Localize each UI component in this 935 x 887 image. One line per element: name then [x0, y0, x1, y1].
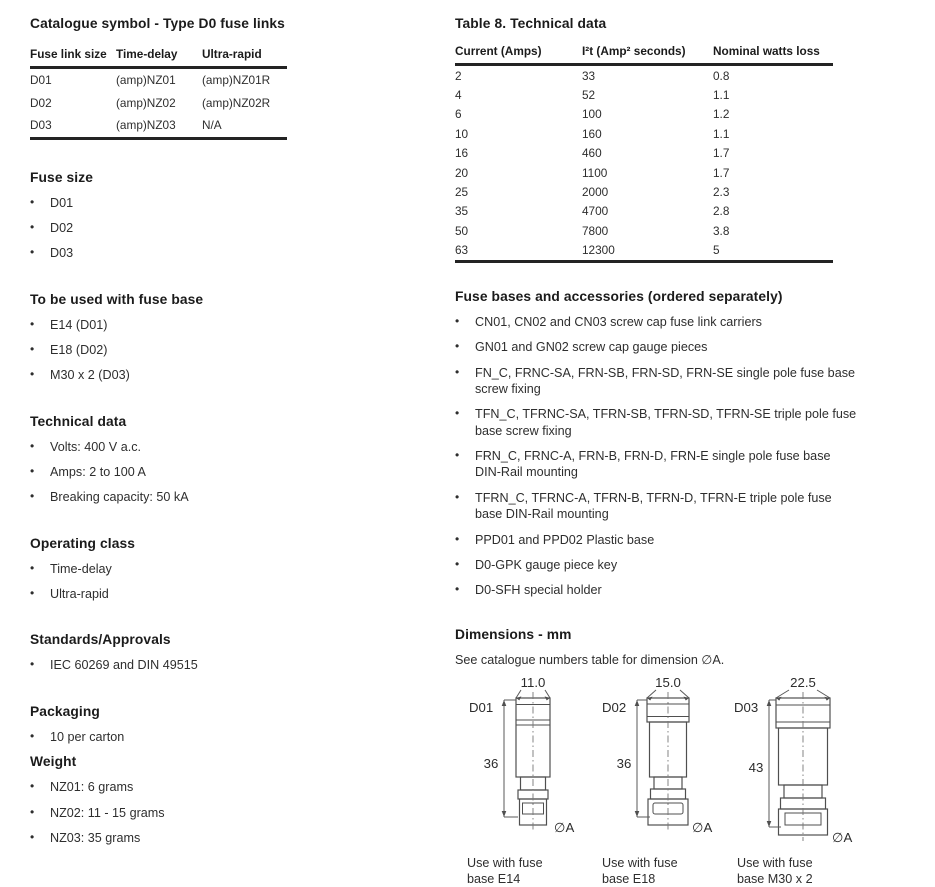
- bullet-icon: •: [455, 582, 460, 597]
- table-row: [455, 241, 833, 262]
- technical-data-table: [455, 41, 833, 263]
- table-row: [455, 163, 833, 182]
- list-item: [455, 406, 857, 439]
- bullet-icon: •: [30, 219, 35, 234]
- table-cell: D03: [30, 114, 116, 138]
- diameter-label: ∅A: [832, 829, 853, 845]
- diagram-caption: Use with fuse base E18: [602, 855, 678, 886]
- list-item-text: CN01, CN02 and CN03 screw cap fuse link carriers: [475, 314, 762, 329]
- list-item: [30, 367, 315, 383]
- table-row: [455, 124, 833, 143]
- table-header-row: [455, 41, 833, 65]
- table-row: [455, 202, 833, 221]
- section-title: To be used with fuse base: [30, 291, 204, 307]
- right-column: [455, 16, 875, 887]
- table-row: [455, 144, 833, 163]
- table-cell: 4700: [582, 204, 609, 219]
- table-header-row: [30, 44, 287, 68]
- table-cell: 1.7: [713, 146, 730, 161]
- left-column: [30, 16, 315, 855]
- list-item-text: 10 per carton: [50, 729, 125, 744]
- section-weight: [30, 754, 315, 846]
- list-item-text: D0-GPK gauge piece key: [475, 557, 618, 572]
- bullet-icon: •: [30, 489, 35, 504]
- section-packaging: [30, 704, 315, 745]
- list-item: [455, 582, 857, 598]
- dim-top-width: 22.5: [790, 674, 816, 690]
- table-cell: D01: [30, 73, 52, 87]
- table-cell: (amp)NZ03: [116, 114, 202, 138]
- table-cell: D02: [30, 95, 52, 110]
- bullet-icon: •: [30, 657, 35, 672]
- list-item: [30, 729, 315, 745]
- list-item-text: D03: [50, 246, 74, 261]
- list-item: [30, 195, 315, 211]
- table-cell: 25: [455, 184, 469, 199]
- diameter-label: ∅A: [554, 819, 575, 835]
- table-cell: 1.7: [713, 165, 730, 180]
- bullet-icon: •: [455, 531, 460, 546]
- bullet-icon: •: [30, 560, 35, 575]
- table-cell: 2.8: [713, 204, 730, 219]
- bullet-icon: •: [30, 438, 35, 453]
- section-title: Dimensions - mm: [455, 626, 572, 642]
- table-cell: 460: [582, 146, 602, 161]
- fuse-diagram-d03: [725, 675, 860, 887]
- table-cell: 1.2: [713, 107, 730, 122]
- list-item-text: GN01 and GN02 screw cap gauge pieces: [475, 340, 708, 355]
- list-item: [30, 439, 315, 455]
- list-item: [30, 805, 315, 821]
- section-title: Technical data: [30, 413, 127, 429]
- dim-top-width: 11.0: [520, 674, 546, 690]
- bullet-icon: •: [30, 586, 35, 601]
- section-title: Weight: [30, 754, 77, 770]
- table8-title: Table 8. Technical data: [455, 16, 607, 31]
- table-row: [455, 182, 833, 201]
- fuse-label: D01: [469, 699, 494, 715]
- fuse-diagram-d01: [455, 675, 590, 887]
- list-item: [30, 342, 315, 358]
- list-item: [455, 490, 857, 523]
- table-row: [30, 114, 287, 138]
- list-item-text: M30 x 2 (D03): [50, 368, 130, 383]
- dim-top-width: 15.0: [655, 674, 681, 690]
- list-item-text: PPD01 and PPD02 Plastic base: [475, 532, 655, 547]
- bullet-icon: •: [30, 464, 35, 479]
- list-item-text: E14 (D01): [50, 317, 108, 332]
- section-dimensions: [455, 627, 875, 887]
- table-cell: 16: [455, 146, 469, 161]
- table-cell: 160: [582, 126, 602, 141]
- table-cell: 6: [455, 107, 462, 122]
- table-cell: 1.1: [713, 87, 730, 102]
- list-item-text: NZ03: 35 grams: [50, 830, 141, 845]
- section-technical-data: [30, 414, 315, 506]
- bullet-icon: •: [30, 245, 35, 260]
- list-item: [30, 657, 315, 673]
- table-cell: 35: [455, 204, 469, 219]
- bullet-icon: •: [30, 779, 35, 794]
- fuse-drawing-icon: [590, 675, 725, 853]
- catalogue-table: [30, 44, 287, 140]
- section-fuse-base: [30, 292, 315, 384]
- dim-height: 36: [616, 755, 632, 771]
- list-item-text: IEC 60269 and DIN 49515: [50, 658, 198, 673]
- table-cell: (amp)NZ02: [116, 95, 176, 110]
- bullet-icon: •: [30, 804, 35, 819]
- table-cell: 7800: [582, 223, 609, 238]
- column-header: Fuse link size: [30, 44, 116, 68]
- table-cell: 50: [455, 223, 469, 238]
- list-item-text: FN_C, FRNC-SA, FRN-SB, FRN-SD, FRN-SE single pole fuse base screw fixing: [475, 365, 855, 396]
- table-cell: 0.8: [713, 68, 730, 83]
- list-item: [30, 489, 315, 505]
- table-cell: 52: [582, 87, 596, 102]
- list-item-text: D01: [50, 195, 74, 210]
- table-cell: 10: [455, 126, 469, 141]
- list-item: [30, 220, 315, 236]
- dimensions-note: See catalogue numbers table for dimension ∅A.: [455, 652, 725, 667]
- list-item: [30, 830, 315, 846]
- list-item-text: FRN_C, FRNC-A, FRN-B, FRN-D, FRN-E single pole fuse base DIN-Rail mounting: [475, 449, 831, 480]
- list-item-text: Ultra-rapid: [50, 587, 109, 602]
- bullet-icon: •: [30, 367, 35, 382]
- section-fuse-size: [30, 170, 315, 262]
- list-item: [455, 314, 857, 330]
- list-item: [455, 365, 857, 398]
- dim-height: 43: [748, 759, 764, 775]
- section-title: Fuse size: [30, 169, 94, 185]
- table-row: [30, 68, 287, 92]
- section-standards: [30, 632, 315, 673]
- section-title: Standards/Approvals: [30, 632, 171, 648]
- table-cell: 2: [455, 68, 462, 83]
- list-item: [455, 448, 857, 481]
- table-row: [30, 92, 287, 115]
- bullet-icon: •: [30, 728, 35, 743]
- bullet-icon: •: [455, 448, 460, 463]
- list-item-text: TFRN_C, TFRNC-A, TFRN-B, TFRN-D, TFRN-E triple pole fuse base DIN-Rail mounting: [475, 490, 832, 522]
- bullet-icon: •: [455, 406, 460, 421]
- bullet-icon: •: [455, 364, 460, 379]
- section-title: Operating class: [30, 535, 136, 551]
- dimension-diagrams: [455, 675, 875, 887]
- list-item: [30, 561, 315, 577]
- table-row: [455, 221, 833, 240]
- bullet-icon: •: [455, 489, 460, 504]
- section-title: Packaging: [30, 703, 100, 719]
- table-cell: 4: [455, 87, 462, 102]
- list-item: [455, 557, 857, 573]
- table-cell: 2000: [582, 184, 609, 199]
- section-operating-class: [30, 536, 315, 603]
- list-item-text: E18 (D02): [50, 342, 108, 357]
- table-cell: 20: [455, 165, 469, 180]
- table-cell: 1100: [582, 165, 608, 180]
- diagram-caption: Use with fuse base M30 x 2: [737, 855, 813, 886]
- fuse-label: D03: [734, 699, 759, 715]
- bullet-icon: •: [30, 194, 35, 209]
- table-cell: 33: [582, 68, 596, 83]
- list-item: [455, 339, 857, 355]
- table-cell: 2.3: [713, 184, 730, 199]
- column-header: Time-delay: [116, 44, 202, 68]
- section-title: Fuse bases and accessories (ordered separately): [455, 288, 783, 304]
- column-header: Nominal watts loss: [713, 41, 833, 65]
- list-item-text: Amps: 2 to 100 A: [50, 465, 146, 480]
- bullet-icon: •: [455, 313, 460, 328]
- fuse-label: D02: [602, 699, 627, 715]
- table-cell: 3.8: [713, 223, 730, 238]
- table-cell: 1.1: [713, 126, 730, 141]
- list-item-text: NZ01: 6 grams: [50, 780, 134, 795]
- column-header: I²t (Amp² seconds): [582, 41, 713, 65]
- table-cell: (amp)NZ02R: [202, 95, 271, 110]
- bullet-icon: •: [30, 829, 35, 844]
- column-header: Current (Amps): [455, 41, 582, 65]
- fuse-diagram-d02: [590, 675, 725, 887]
- list-item-text: Breaking capacity: 50 kA: [50, 490, 189, 505]
- list-item-text: TFN_C, TFRNC-SA, TFRN-SB, TFRN-SD, TFRN-SE triple pole fuse base screw fixing: [475, 407, 857, 438]
- table-cell: N/A: [202, 114, 287, 138]
- table-cell: 63: [455, 241, 582, 262]
- dim-height: 36: [483, 755, 499, 771]
- section-accessories: [455, 289, 875, 599]
- list-item: [30, 245, 315, 261]
- fuse-drawing-icon: [725, 675, 860, 853]
- diameter-label: ∅A: [692, 819, 713, 835]
- table-cell: 100: [582, 107, 602, 122]
- column-header: Ultra-rapid: [202, 44, 287, 68]
- list-item: [455, 532, 857, 548]
- table-cell: 5: [713, 241, 833, 262]
- table-cell: (amp)NZ01: [116, 73, 176, 87]
- table-cell: 12300: [582, 241, 713, 262]
- table-cell: (amp)NZ01R: [202, 73, 271, 87]
- bullet-icon: •: [30, 341, 35, 356]
- list-item: [30, 317, 315, 333]
- fuse-drawing-icon: [455, 675, 590, 853]
- list-item-text: D0-SFH special holder: [475, 583, 602, 598]
- table-row: [455, 105, 833, 124]
- list-item-text: D02: [50, 220, 74, 235]
- list-item-text: Time-delay: [50, 561, 112, 576]
- bullet-icon: •: [30, 316, 35, 331]
- list-item: [30, 779, 315, 795]
- list-item: [30, 464, 315, 480]
- diagram-caption: Use with fuse base E14: [467, 855, 543, 886]
- table-row: [455, 85, 833, 104]
- list-item-text: Volts: 400 V a.c.: [50, 439, 142, 454]
- table-row: [455, 65, 833, 86]
- list-item-text: NZ02: 11 - 15 grams: [50, 805, 165, 820]
- bullet-icon: •: [455, 339, 460, 354]
- catalogue-symbol-title: Catalogue symbol - Type D0 fuse links: [30, 16, 285, 31]
- bullet-icon: •: [455, 556, 460, 571]
- list-item: [30, 586, 315, 602]
